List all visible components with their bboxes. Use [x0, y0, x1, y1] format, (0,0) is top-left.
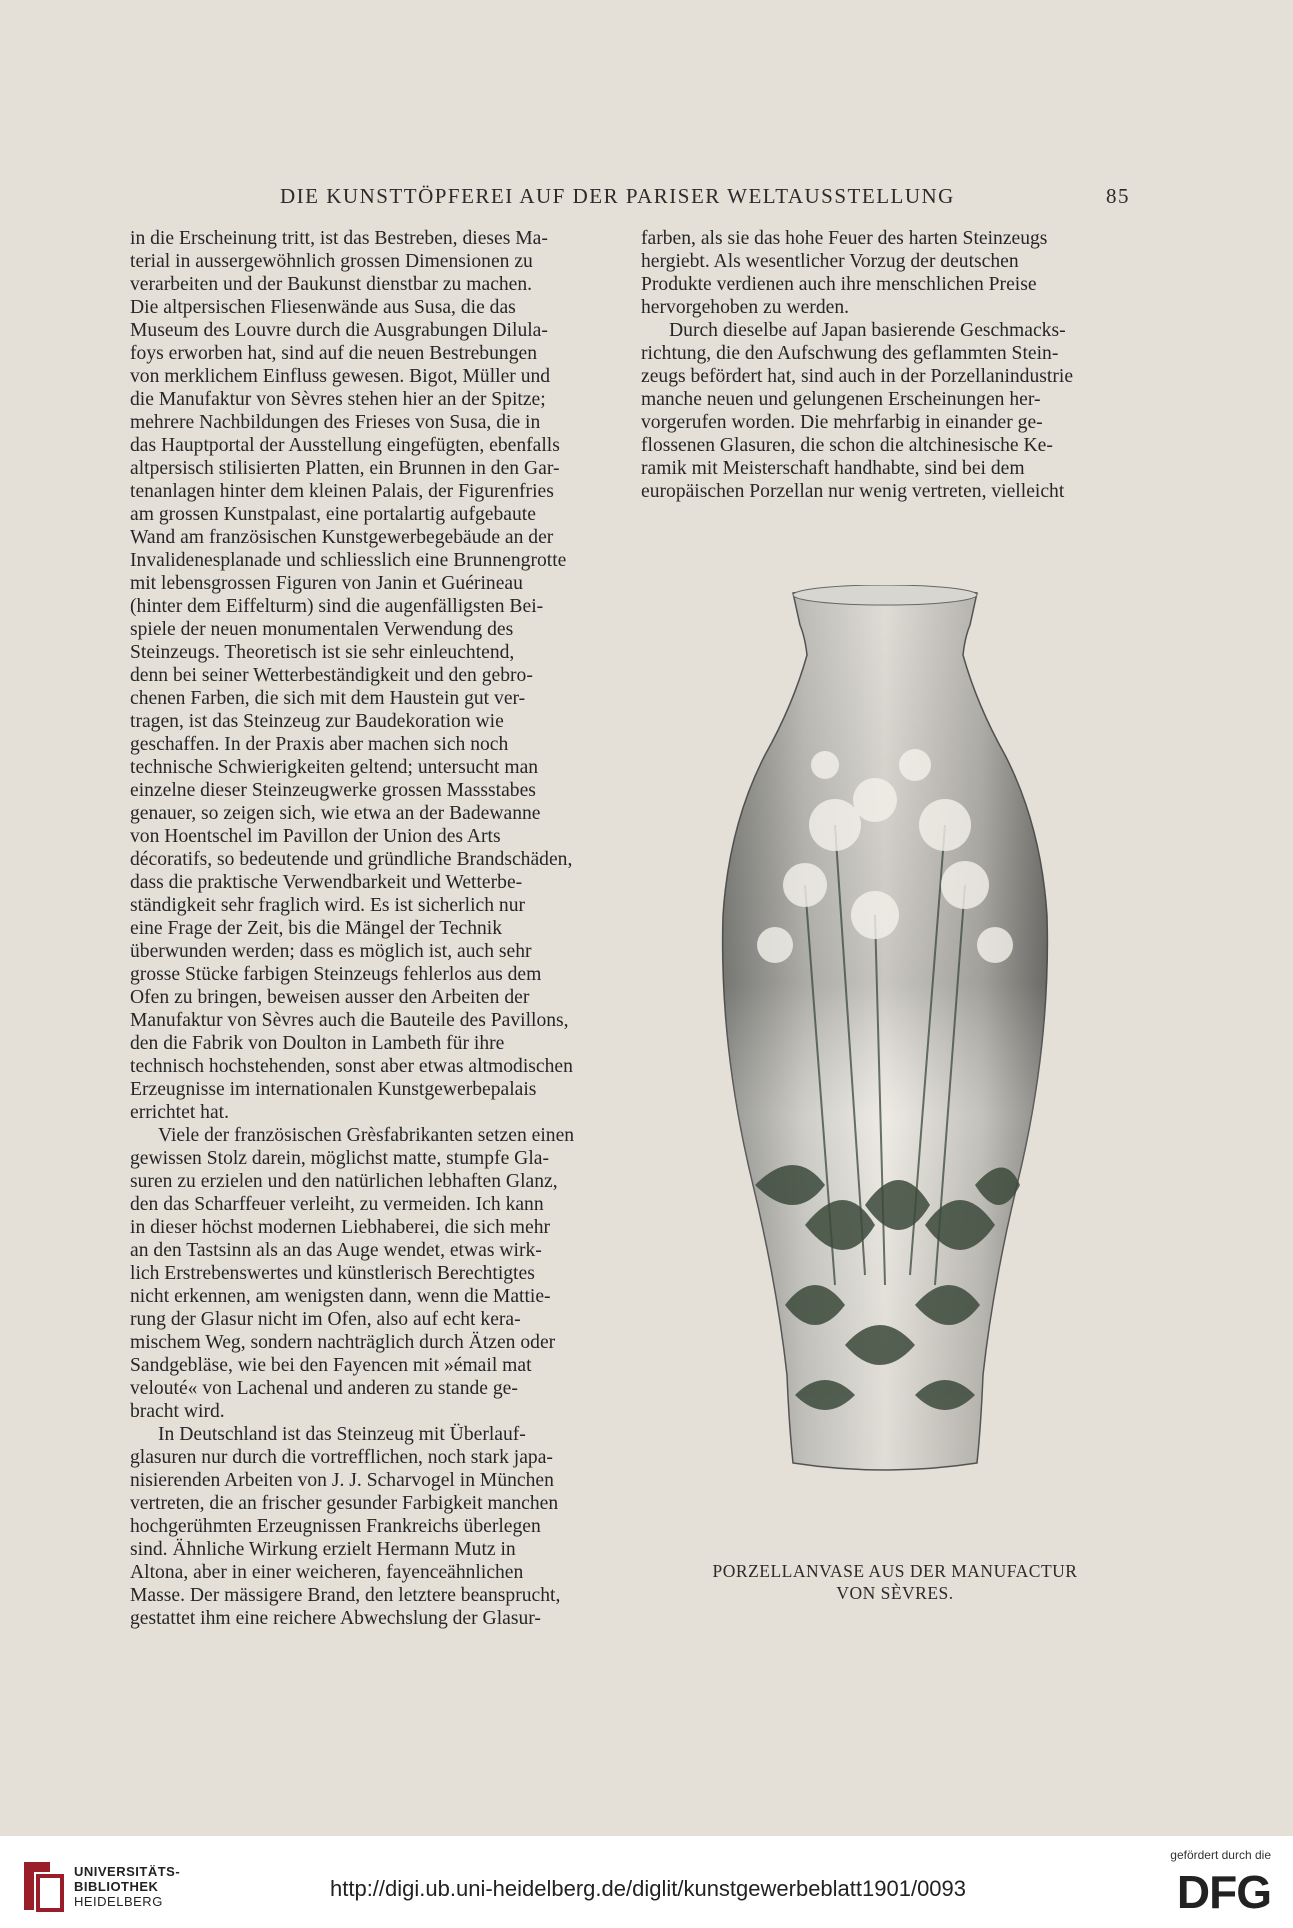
- text-line: Die altpersischen Fliesenwände aus Susa, die das: [130, 297, 516, 318]
- text-line: Produkte verdienen auch ihre menschlichen Preise: [641, 274, 1037, 295]
- text-line: verarbeiten und der Baukunst dienstbar zu machen.: [130, 274, 533, 295]
- text-line: sind. Ähnliche Wirkung erzielt Hermann Mutz in: [130, 1539, 516, 1560]
- text-line: nicht erkennen, am wenigsten dann, wenn die Mattie-: [130, 1286, 551, 1307]
- left-text-column: [130, 227, 620, 1630]
- library-name-line-3: HEIDELBERG: [74, 1894, 163, 1909]
- text-line: In Deutschland ist das Steinzeug mit Überlauf-: [158, 1424, 526, 1445]
- funding-label: gefördert durch die: [1170, 1848, 1271, 1862]
- text-line: spiele der neuen monumentalen Verwendung des: [130, 619, 514, 640]
- text-line: technische Schwierigkeiten geltend; untersucht man: [130, 757, 539, 778]
- vase-illustration: [715, 585, 1055, 1485]
- text-line: gewissen Stolz darein, möglichst matte, stumpfe Gla-: [130, 1148, 549, 1169]
- text-line: manche neuen und gelungenen Erscheinungen her-: [641, 389, 1041, 410]
- text-line: grosse Stücke farbigen Steinzeugs fehlerlos aus dem: [130, 964, 542, 985]
- text-line: den das Scharffeuer verleiht, zu vermeiden. Ich kann: [130, 1194, 544, 1215]
- text-line: einzelne dieser Steinzeugwerke grossen Massstabes: [130, 780, 536, 801]
- text-line: das Hauptportal der Ausstellung eingefügten, ebenfalls: [130, 435, 560, 456]
- text-line: mehrere Nachbildungen des Frieses von Susa, die in: [130, 412, 541, 433]
- text-line: tenanlagen hinter dem kleinen Palais, der Figurenfries: [130, 481, 554, 502]
- text-line: dass die praktische Verwendbarkeit und Wetterbe-: [130, 872, 523, 893]
- text-line: vorgerufen worden. Die mehrfarbig in einander ge-: [641, 412, 1043, 433]
- text-line: nisierenden Arbeiten von J. J. Scharvogel in München: [130, 1470, 554, 1491]
- running-title: DIE KUNSTTÖPFEREI AUF DER PARISER WELTAUSSTELLUNG: [280, 184, 955, 208]
- text-line: hervorgehoben zu werden.: [641, 297, 850, 318]
- text-line: glasuren nur durch die vortrefflichen, noch stark japa-: [130, 1447, 553, 1468]
- text-line: denn bei seiner Wetterbeständigkeit und den gebro-: [130, 665, 533, 686]
- text-line: hochgerühmten Erzeugnissen Frankreichs überlegen: [130, 1516, 541, 1537]
- text-line: velouté« von Lachenal und anderen zu stande ge-: [130, 1378, 518, 1399]
- library-name-line-1: UNIVERSITÄTS-: [74, 1864, 181, 1879]
- page-number: 85: [1106, 184, 1130, 208]
- university-library-logo-icon: [20, 1858, 66, 1914]
- text-line: mischem Weg, sondern nachträglich durch Ätzen oder: [130, 1332, 556, 1353]
- text-line: chenen Farben, die sich mit dem Haustein gut ver-: [130, 688, 526, 709]
- text-line: ständigkeit sehr fraglich wird. Es ist sicherlich nur: [130, 895, 526, 916]
- footer-bar: [0, 1836, 1293, 1928]
- text-line: in dieser höchst modernen Liebhaberei, die sich mehr: [130, 1217, 551, 1238]
- caption-line-1: PORZELLANVASE AUS DER MANUFACTUR: [712, 1561, 1078, 1581]
- text-line: flossenen Glasuren, die schon die altchinesische Ke-: [641, 435, 1053, 456]
- text-line: (hinter dem Eiffelturm) sind die augenfälligsten Bei-: [130, 596, 544, 617]
- text-line: geschaffen. In der Praxis aber machen sich noch: [130, 734, 509, 755]
- text-line: Masse. Der mässigere Brand, den letztere beansprucht,: [130, 1585, 561, 1606]
- text-line: bracht wird.: [130, 1401, 225, 1422]
- text-line: rung der Glasur nicht im Ofen, also auf echt kera-: [130, 1309, 521, 1330]
- porcelain-vase-image: [715, 585, 1055, 1485]
- text-line: altpersisch stilisierten Platten, ein Brunnen in den Gar-: [130, 458, 560, 479]
- text-line: Manufaktur von Sèvres auch die Bauteile des Pavillons,: [130, 1010, 569, 1031]
- figure-caption: [660, 1560, 1130, 1604]
- text-line: Durch dieselbe auf Japan basierende Geschmacks-: [669, 320, 1066, 341]
- library-name-line-2: BIBLIOTHEK: [74, 1879, 159, 1894]
- text-line: von Hoentschel im Pavillon der Union des Arts: [130, 826, 501, 847]
- text-line: richtung, die den Aufschwung des geflammten Stein-: [641, 343, 1059, 364]
- dfg-logo: DFG: [1176, 1866, 1271, 1918]
- text-line: tragen, ist das Steinzeug zur Baudekoration wie: [130, 711, 504, 732]
- text-line: ramik mit Meisterschaft handhabte, sind bei dem: [641, 458, 1025, 479]
- text-line: Altona, aber in einer weicheren, fayenceähnlichen: [130, 1562, 524, 1583]
- text-line: Sandgebläse, wie bei den Fayencen mit »émail mat: [130, 1355, 532, 1376]
- text-line: eine Frage der Zeit, bis die Mängel der Technik: [130, 918, 503, 939]
- text-line: genauer, so zeigen sich, wie etwa an der Badewanne: [130, 803, 541, 824]
- text-line: an den Tastsinn als an das Auge wendet, etwas wirk-: [130, 1240, 542, 1261]
- permalink-url[interactable]: http://digi.ub.uni-heidelberg.de/diglit/kunstgewerbeblatt1901/0093: [330, 1876, 967, 1901]
- right-text-column: [641, 227, 1131, 503]
- text-line: in die Erscheinung tritt, ist das Bestreben, dieses Ma-: [130, 228, 548, 249]
- text-line: gestattet ihm eine reichere Abwechslung der Glasur-: [130, 1608, 541, 1629]
- text-line: den die Fabrik von Doulton in Lambeth für ihre: [130, 1033, 505, 1054]
- text-line: Erzeugnisse im internationalen Kunstgewerbepalais: [130, 1079, 537, 1100]
- library-name: [74, 1864, 180, 1909]
- text-line: von merklichem Einfluss gewesen. Bigot, Müller und: [130, 366, 551, 387]
- text-line: Ofen zu bringen, beweisen ausser den Arbeiten der: [130, 987, 530, 1008]
- text-line: hergiebt. Als wesentlicher Vorzug der deutschen: [641, 251, 1019, 272]
- caption-line-2: VON SÈVRES.: [836, 1583, 954, 1603]
- text-line: lich Erstrebenswertes und künstlerisch Berechtigtes: [130, 1263, 535, 1284]
- text-line: errichtet hat.: [130, 1102, 230, 1123]
- text-line: die Manufaktur von Sèvres stehen hier an der Spitze;: [130, 389, 546, 410]
- text-line: Viele der französischen Grèsfabrikanten setzen einen: [158, 1125, 575, 1146]
- text-line: zeugs befördert hat, sind auch in der Porzellanindustrie: [641, 366, 1074, 387]
- text-line: Wand am französischen Kunstgewerbegebäude an der: [130, 527, 554, 548]
- text-line: europäischen Porzellan nur wenig vertreten, vielleicht: [641, 481, 1065, 502]
- text-line: überwunden werden; dass es möglich ist, auch sehr: [130, 941, 532, 962]
- text-line: am grossen Kunstpalast, eine portalartig aufgebaute: [130, 504, 536, 525]
- text-line: Invalidenesplanade und schliesslich eine Brunnengrotte: [130, 550, 567, 571]
- text-line: foys erworben hat, sind auf die neuen Bestrebungen: [130, 343, 537, 364]
- text-line: suren zu erzielen und den natürlichen lebhaften Glanz,: [130, 1171, 558, 1192]
- text-line: technisch hochstehenden, sonst aber etwas altmodischen: [130, 1056, 573, 1077]
- text-line: mit lebensgrossen Figuren von Janin et Guérineau: [130, 573, 523, 594]
- text-line: Steinzeugs. Theoretisch ist sie sehr einleuchtend,: [130, 642, 515, 663]
- text-line: terial in aussergewöhnlich grossen Dimensionen zu: [130, 251, 533, 272]
- text-line: farben, als sie das hohe Feuer des harten Steinzeugs: [641, 228, 1048, 249]
- text-line: vertreten, die an frischer gesunder Farbigkeit manchen: [130, 1493, 559, 1514]
- text-line: décoratifs, so bedeutende und gründliche Brandschäden,: [130, 849, 573, 870]
- text-line: Museum des Louvre durch die Ausgrabungen Dilula-: [130, 320, 548, 341]
